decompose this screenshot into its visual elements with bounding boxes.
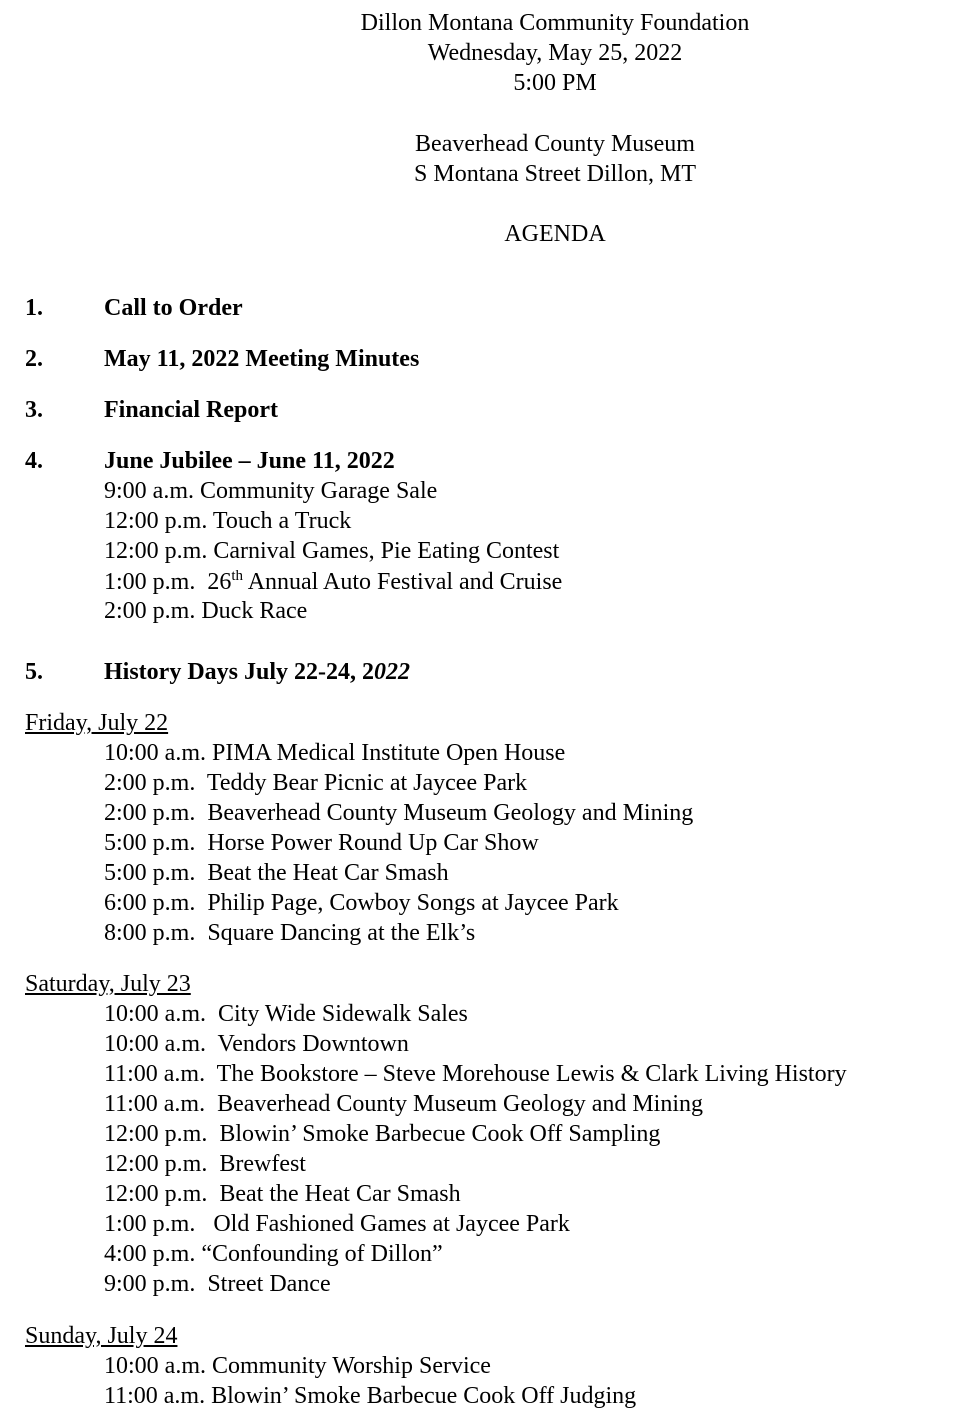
item-title: Call to Order — [104, 295, 243, 321]
friday-event: 6:00 p.m. Philip Page, Cowboy Songs at Jaycee Park — [104, 890, 619, 916]
friday-event: 2:00 p.m. Beaverhead County Museum Geology and Mining — [104, 800, 694, 826]
jubilee-event: 9:00 a.m. Community Garage Sale — [104, 478, 438, 504]
jubilee-event — [104, 568, 562, 596]
item-title — [104, 659, 410, 686]
friday-event: 2:00 p.m. Teddy Bear Picnic at Jaycee Park — [104, 770, 528, 796]
venue-name: Beaverhead County Museum — [415, 131, 695, 157]
saturday-event: 10:00 a.m. City Wide Sidewalk Sales — [104, 1001, 468, 1027]
day-heading-sunday: Sunday, July 24 — [25, 1323, 178, 1349]
saturday-event: 10:00 a.m. Vendors Downtown — [104, 1031, 409, 1057]
day-heading-friday: Friday, July 22 — [25, 710, 169, 736]
item-title: Financial Report — [104, 397, 278, 423]
meeting-date: Wednesday, May 25, 2022 — [427, 40, 683, 66]
agenda-heading: AGENDA — [504, 221, 606, 247]
friday-event: 10:00 a.m. PIMA Medical Institute Open House — [104, 740, 566, 766]
saturday-event: 9:00 p.m. Street Dance — [104, 1271, 331, 1297]
event-time-text: 1:00 p.m. 26 — [104, 569, 232, 595]
org-name: Dillon Montana Community Foundation — [360, 10, 750, 36]
saturday-event: 11:00 a.m. The Bookstore – Steve Morehouse Lewis & Clark Living History — [104, 1061, 847, 1087]
sunday-event: 11:00 a.m. Blowin’ Smoke Barbecue Cook Off Judging — [104, 1383, 637, 1409]
item-number: 2. — [25, 346, 43, 372]
saturday-event: 12:00 p.m. Brewfest — [104, 1151, 306, 1177]
item-number: 5. — [25, 659, 43, 685]
saturday-event: 11:00 a.m. Beaverhead County Museum Geology and Mining — [104, 1091, 704, 1117]
saturday-event: 1:00 p.m. Old Fashioned Games at Jaycee Park — [104, 1211, 570, 1237]
item-title: June Jubilee – June 11, 2022 — [104, 448, 395, 474]
jubilee-event: 12:00 p.m. Touch a Truck — [104, 508, 352, 534]
item-title-main: History Days July 22-24, 2 — [104, 659, 374, 685]
venue-address: S Montana Street Dillon, MT — [414, 161, 696, 187]
jubilee-event: 2:00 p.m. Duck Race — [104, 598, 308, 624]
sunday-event: 10:00 a.m. Community Worship Service — [104, 1353, 491, 1379]
friday-event: 8:00 p.m. Square Dancing at the Elk’s — [104, 920, 476, 946]
item-number: 4. — [25, 448, 43, 474]
saturday-event: 12:00 p.m. Beat the Heat Car Smash — [104, 1181, 461, 1207]
jubilee-event: 12:00 p.m. Carnival Games, Pie Eating Contest — [104, 538, 560, 564]
item-title-italic: 022 — [374, 659, 410, 685]
saturday-event: 12:00 p.m. Blowin’ Smoke Barbecue Cook Off Sampling — [104, 1121, 661, 1147]
item-title: May 11, 2022 Meeting Minutes — [104, 346, 420, 372]
friday-event: 5:00 p.m. Horse Power Round Up Car Show — [104, 830, 539, 856]
item-number: 3. — [25, 397, 43, 423]
saturday-event: 4:00 p.m. “Confounding of Dillon” — [104, 1241, 443, 1267]
day-heading-saturday: Saturday, July 23 — [25, 971, 191, 997]
event-title-text: Annual Auto Festival and Cruise — [243, 569, 563, 595]
meeting-time: 5:00 PM — [513, 70, 597, 96]
friday-event: 5:00 p.m. Beat the Heat Car Smash — [104, 860, 449, 886]
ordinal-suffix: th — [231, 568, 244, 584]
item-number: 1. — [25, 295, 43, 321]
